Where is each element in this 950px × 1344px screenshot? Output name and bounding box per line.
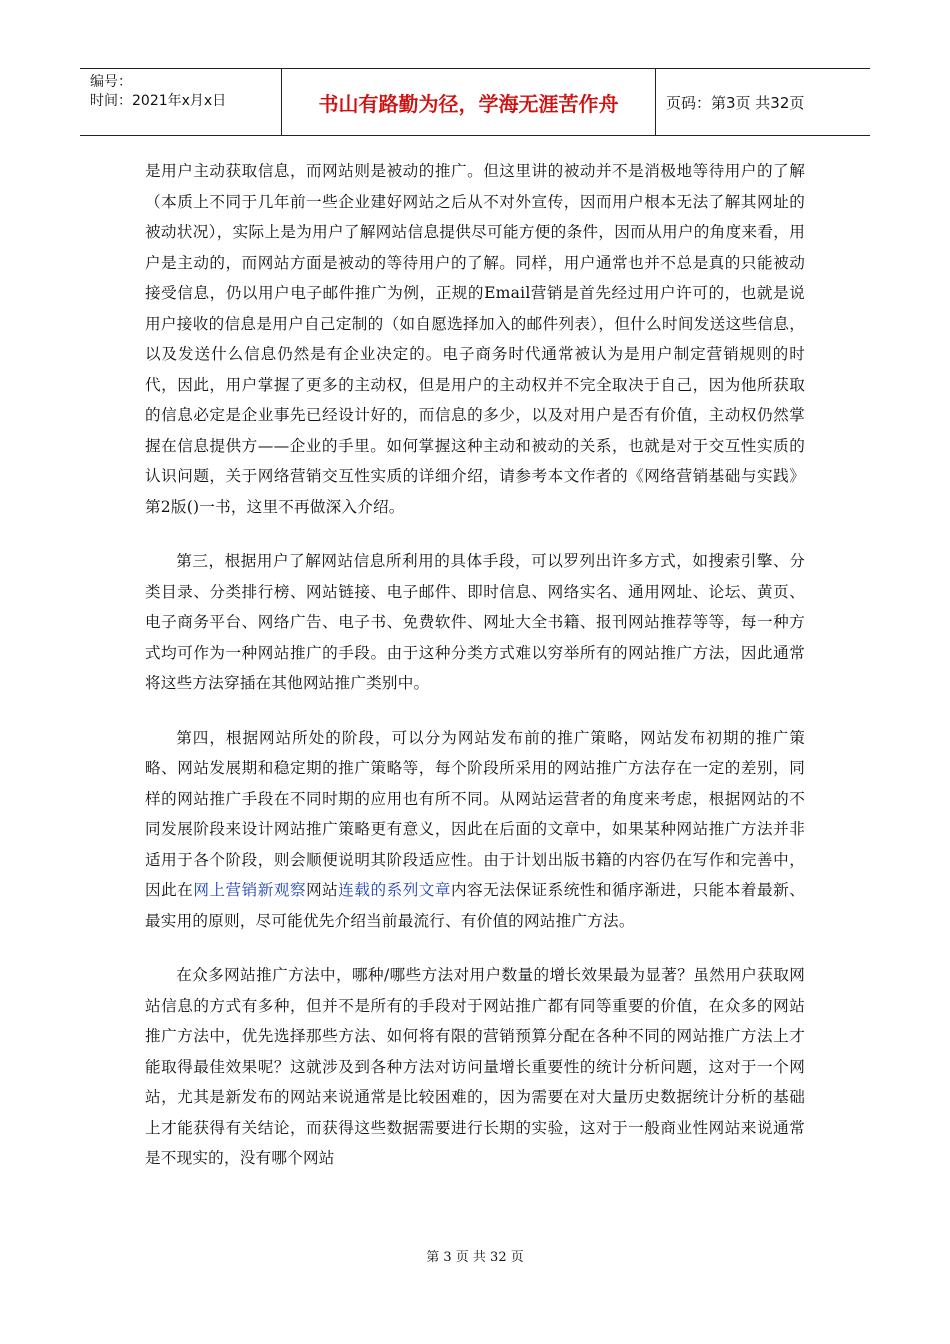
header-page-number: 页码：第3页 共32页 [666, 93, 805, 112]
paragraph-3-text-a: 第四，根据网站所处的阶段，可以分为网站发布前的推广策略，网站发布初期的推广策略、网站发展期和稳定期的推广策略等，每个阶段所采用的网站推广方法存在一定的差别，同样的网站推广手段在不同时期的应用也有所不同。从网站运营者的角度来考虑，根据网站的不同发展阶段来设计网站推广策略更有意义，因此在后面的文章中，如果某种网站推广方法并非适用于各个阶段，则会顺便说明其阶段适应性。由于计划出版书籍的内容仍在写作和完善中，因此在 [145, 728, 805, 899]
paragraph-4: 在众多网站推广方法中，哪种/哪些方法对用户数量的增长效果最为显著？虽然用户获取网站信息的方式有多种，但并不是所有的手段对于网站推广都有同等重要的价值，在众多的网站推广方法中，优先选择那些方法、如何将有限的营销预算分配在各种不同的网站推广方法上才能取得最佳效果呢？这就涉及到各种方法对访问量增长重要性的统计分析问题，这对于一个网站，尤其是新发布的网站来说通常是比较困难的，因为需要在对大量历史数据统计分析的基础上才能获得有关结论，而获得这些数据需要进行长期的实验，这对于一般商业性网站来说通常是不现实的，没有哪个网站 [145, 966, 805, 1167]
paragraph-2: 第三，根据用户了解网站信息所利用的具体手段，可以罗列出许多方式，如搜索引擎、分类目录、分类排行榜、网站链接、电子邮件、即时信息、网络实名、通用网址、论坛、黄页、电子商务平台、网络广告、电子书、免费软件、网址大全书籍、报刊网站推荐等等，每一种方式均可作为一种网站推广的手段。由于这种分类方式难以穷举所有的网站推广方法，因此通常将这些方法穿插在其他网站推广类别中。 [145, 552, 805, 692]
header-meta [80, 69, 282, 135]
document-date: 时间：2021年x月x日 [90, 93, 227, 109]
paragraph-3-text-c: 内容无法保证系统性和循序渐进，只能本着最新、最实用的原则，尽可能优先介绍当前最流行、有价值的网站推广方法。 [145, 881, 805, 930]
document-body [145, 156, 805, 1198]
document-number: 编号： [90, 74, 132, 90]
link-website-name[interactable]: 网上营销新观察 [193, 881, 307, 899]
paragraph-3 [145, 723, 805, 937]
page-header [80, 68, 870, 136]
header-motto: 书山有路勤为径，学海无涯苦作舟 [282, 69, 656, 135]
link-series-articles[interactable]: 连载的系列文章 [338, 881, 452, 899]
paragraph-1: 是用户主动获取信息，而网站则是被动的推广。但这里讲的被动并不是消极地等待用户的了解（本质上不同于几年前一些企业建好网站之后从不对外宣传，因而用户根本无法了解其网址的被动状况），实际上是为用户了解网站信息提供尽可能方便的条件，因而从用户的角度来看，用户是主动的，而网站方面是被动的等待用户的了解。同样，用户通常也并不总是真的只能被动接受信息，仍以用户电子邮件推广为例，正规的Email营销是首先经过用户许可的，也就是说用户接收的信息是用户自己定制的（如自愿选择加入的邮件列表），但什么时间发送这些信息，以及发送什么信息仍然是有企业决定的。电子商务时代通常被认为是用户制定营销规则的时代，因此，用户掌握了更多的主动权，但是用户的主动权并不完全取决于自己，因为他所获取的信息必定是企业事先已经设计好的，而信息的多少，以及对用户是否有价值，主动权仍然掌握在信息提供方——企业的手里。如何掌握这种主动和被动的关系，也就是对于交互性实质的认识问题，关于网络营销交互性实质的详细介绍，请参考本文作者的《网络营销基础与实践》第2版()一书，这里不再做深入介绍。 [145, 162, 805, 516]
paragraph-3-text-b: 网站 [306, 881, 339, 899]
page-footer: 第 3 页 共 32 页 [426, 1250, 524, 1265]
